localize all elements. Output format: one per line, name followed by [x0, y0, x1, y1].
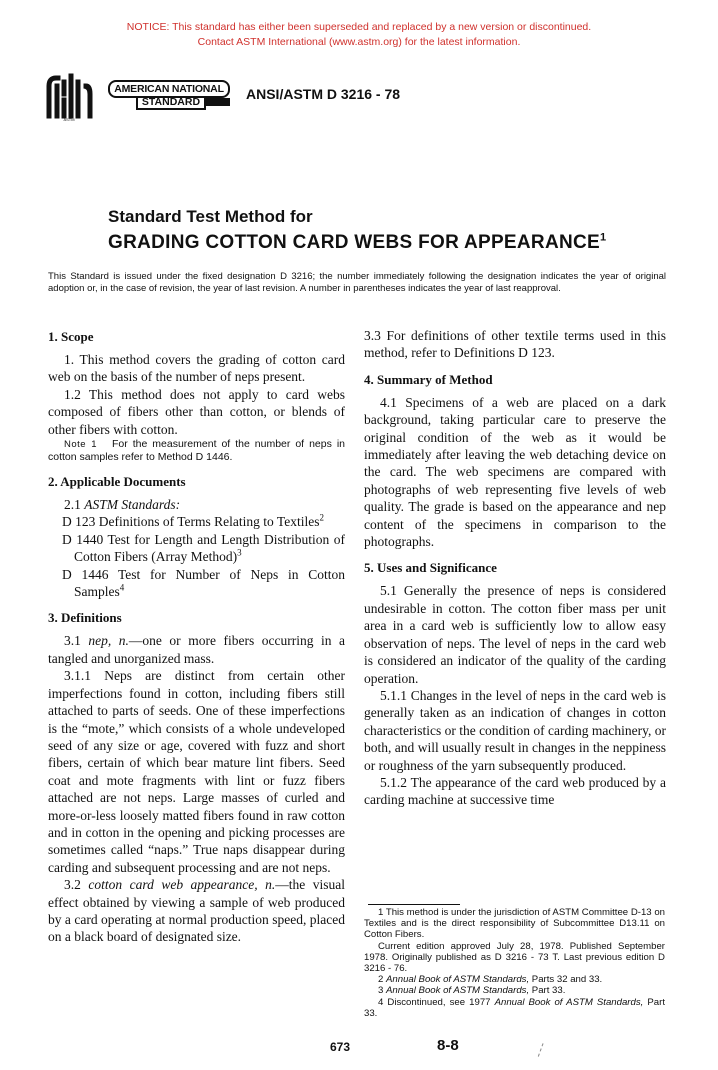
notice-line-2: Contact ASTM International (www.astm.org) for the latest information. — [197, 36, 521, 48]
badge-line-1: AMERICAN NATIONAL — [108, 80, 230, 98]
scan-artifact — [538, 1043, 549, 1059]
standard-designation: ANSI/ASTM D 3216 - 78 — [246, 86, 401, 102]
notice-line-1: NOTICE: This standard has either been superseded and replaced by a new version or discontinued. — [126, 21, 592, 33]
footnotes — [364, 907, 665, 1019]
svg-text:ASTM: ASTM — [63, 117, 75, 122]
paragraph-3-1-1: 3.1.1 Neps are distinct from certain other imperfections found in cotton, including fibers still attached to parts of seeds. One of these imperfections is the “mote,” which consists of a whole undeveloped seed of any size or age, covered with fuzz and short fibers, certain of which bear mature lint fibers. Seed coat and mote fragments with lint or fuzz fibers attached are not neps. Large masses of curled and more-or-less loosely matted fibers found in raw cotton and in cotton in the opening and picking processes are sometimes called “naps.” True naps disappear during carding and subsequent processing and are not neps. — [48, 668, 345, 875]
section-heading-summary: 4. Summary of Method — [364, 371, 493, 387]
section-heading-scope: 1. Scope — [48, 329, 94, 344]
paragraph-3-3: 3.3 For definitions of other textile terms used in this method, refer to Definitions D 123. — [364, 328, 666, 361]
footnote-1-edition: Current edition approved July 28, 1978. Published September 1978. Originally published as D 3216 - 73 T. Last previous edition D 3216 - 76. — [364, 940, 665, 975]
paragraph-5-1-2: 5.1.2 The appearance of the card web produced by a carding machine at successive time — [364, 774, 666, 808]
paragraph-1-2: 1.2 This method does not apply to card webs composed of fibers other than cotton, or blends of other fibers with cotton. — [48, 386, 345, 437]
footnote-2: 2 Annual Book of ASTM Standards, Parts 32 and 33. — [378, 974, 603, 986]
left-column — [48, 327, 345, 946]
paragraph-2-1: 2.1 ASTM Standards: — [64, 497, 181, 513]
paragraph-4-1: 4.1 Specimens of a web are placed on a dark background, taking particular care to preserve the original condition of the web as it would be immediately after leaving the web detaching device on the card. The web specimens are compared with photographs of web representing five levels of web quality. The grade is based on the appearance and nep content of the specimens in comparison to the photographs. — [364, 394, 666, 550]
section-heading-uses: 5. Uses and Significance — [364, 560, 497, 576]
right-column — [364, 327, 666, 809]
supersession-notice — [0, 20, 718, 50]
footnote-3: 3 Annual Book of ASTM Standards, Part 33. — [378, 985, 566, 997]
paragraph-5-1-1: 5.1.1 Changes in the level of neps in the card web is generally taken as an indication of changes in cotton characteristics or the condition of carding machinery, or both, and will usually result in changes in the neppiness or roughness of the yarn subsequently produced. — [364, 687, 667, 773]
paragraph-3-1: 3.1 nep, n.—one or more fibers occurring in a tangled and unorganized mass. — [48, 633, 345, 666]
title-footnote-marker: 1 — [600, 231, 607, 244]
reference-d1440: D 1440 Test for Length and Length Distribution of Cotton Fibers (Array Method)$^3$ — [62, 531, 345, 565]
footnote-4: 4 Discontinued, see 1977 Annual Book of ASTM Standards, Part 33. — [364, 996, 665, 1019]
section-heading-applicable-documents: 2. Applicable Documents — [48, 474, 186, 490]
paragraph-3-2: 3.2 cotton card web appearance, n.—the visual effect obtained by viewing a sample of web produced by a card operating at normal production speed, placed on a black board of designated size. — [48, 877, 345, 945]
note-1: Note 1 For the measurement of the number of neps in cotton samples refer to Method D 1446. — [48, 438, 345, 464]
american-national-standard-badge — [108, 80, 232, 110]
badge-line-2: STANDARD — [136, 96, 206, 110]
badge-bar — [204, 98, 230, 106]
page-number: 673 — [330, 1040, 351, 1054]
title-prefix: Standard Test Method for — [108, 207, 313, 226]
paragraph-5-1: 5.1 Generally the presence of neps is considered undesirable in cotton. The cotton fiber mass per unit area in a card web is sufficiently low to allow easy observation of neps. The level of neps in the card web is considered an indicator of the quality of the carding operation. — [364, 583, 666, 686]
page-code: 8-8 — [437, 1037, 459, 1054]
paragraph-1-1: 1. This method covers the grading of cotton card web on the basis of the number of neps present. — [48, 352, 345, 385]
reference-d1446: D 1446 Test for Number of Neps in Cotton Samples$^4$ — [62, 566, 345, 600]
footnote-rule — [368, 904, 460, 905]
astm-logo-icon — [44, 72, 94, 122]
footnote-1: 1 This method is under the jurisdiction of ASTM Committee D-13 on Textiles and is the direct responsibility of Subcommittee D13.11 on Cotton Fibers. — [364, 907, 665, 941]
reference-d123: D 123 Definitions of Terms Relating to Textiles$^2$ — [62, 512, 324, 530]
standard-preamble: This Standard is issued under the fixed designation D 3216; the number immediately following the designation indicates the year of original adoption or, in the case of revision, the year of last revision. A number in parentheses indicates the year of last reapproval. — [48, 271, 666, 294]
section-heading-definitions: 3. Definitions — [48, 610, 122, 626]
page-title: GRADING COTTON CARD WEBS FOR APPEARANCE$^1$ — [108, 231, 607, 253]
